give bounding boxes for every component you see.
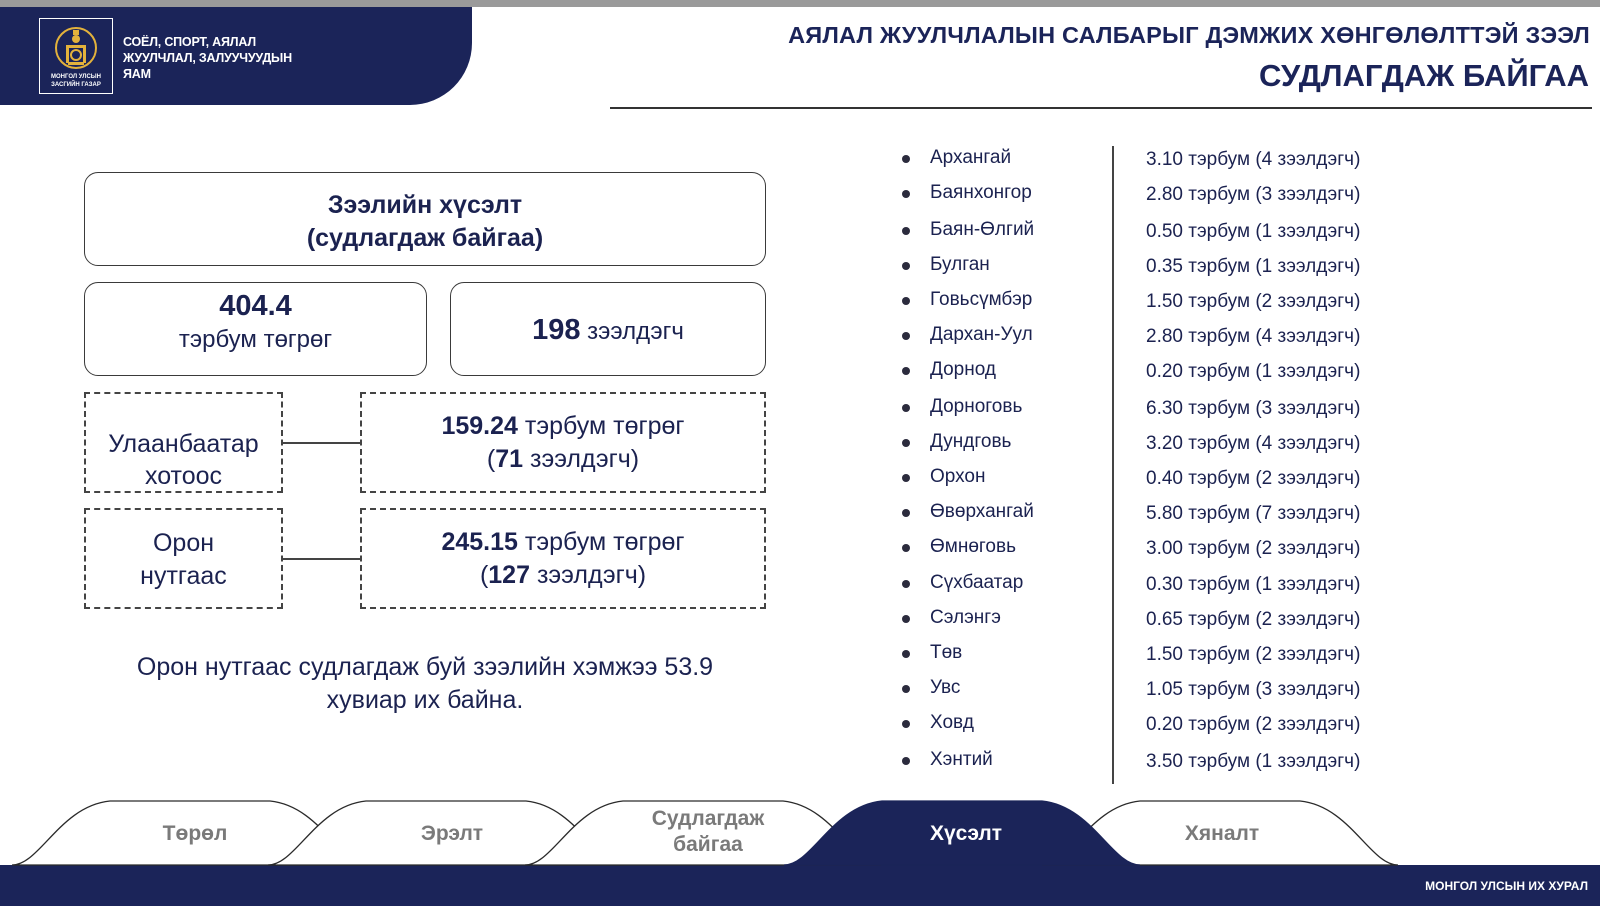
province-row	[896, 216, 1496, 246]
ministry-name: СОЁЛ, СПОРТ, АЯЛАЛ ЖУУЛЧЛАЛ, ЗАЛУУЧУУДЫН ЯАМ	[123, 35, 292, 81]
province-value: 0.30 тэрбум (1 зээлдэгч)	[1146, 574, 1361, 595]
province-value: 0.20 тэрбум (2 зээлдэгч)	[1146, 714, 1361, 735]
loan-request-box	[84, 172, 766, 266]
province-name: Сүхбаатар	[930, 572, 1024, 593]
bullet-icon	[902, 227, 910, 235]
rural-borrowers: 127	[488, 561, 530, 589]
tab-monitoring[interactable]: Хяналт	[1184, 822, 1260, 845]
total-amount-value: 404.4	[219, 290, 292, 322]
province-row	[896, 674, 1496, 704]
province-name: Увс	[930, 677, 961, 698]
bullet-icon	[902, 474, 910, 482]
page-title-line1: АЯЛАЛ ЖУУЛЧЛАЛЫН САЛБАРЫГ ДЭМЖИХ ХӨНГӨЛӨЛТТЭЙ ЗЭЭЛ	[788, 22, 1590, 48]
province-row	[896, 393, 1496, 423]
province-value: 0.20 тэрбум (1 зээлдэгч)	[1146, 361, 1361, 382]
province-name: Өвөрхангай	[930, 501, 1034, 522]
province-row	[896, 286, 1496, 316]
ulaanbaatar-amount-unit: тэрбум төгрөг	[524, 412, 685, 440]
province-value: 3.10 тэрбум (4 зээлдэгч)	[1146, 149, 1361, 170]
bullet-icon	[902, 720, 910, 728]
province-name: Булган	[930, 254, 990, 275]
province-row	[896, 709, 1496, 739]
province-value: 2.80 тэрбум (3 зээлдэгч)	[1146, 184, 1361, 205]
bullet-icon	[902, 544, 910, 552]
bullet-icon	[902, 367, 910, 375]
rural-connector	[283, 558, 360, 560]
province-name: Хэнтий	[930, 749, 993, 770]
bullet-icon	[902, 685, 910, 693]
rural-value-box	[360, 508, 766, 609]
province-name: Орхон	[930, 466, 986, 487]
province-value: 0.50 тэрбум (1 зээлдэгч)	[1146, 221, 1361, 242]
bullet-icon	[902, 332, 910, 340]
rural-label-line1: Орон	[152, 529, 215, 557]
province-value: 5.80 тэрбум (7 зээлдэгч)	[1146, 503, 1361, 524]
province-name: Говьсүмбэр	[930, 289, 1033, 310]
rural-label-line2: нутгаас	[140, 562, 227, 590]
province-name: Дорноговь	[930, 396, 1023, 417]
province-name: Баян-Өлгий	[930, 219, 1035, 240]
province-row	[896, 746, 1496, 776]
tab-under-review[interactable]: Судлагдаж байгаа	[651, 807, 765, 856]
bullet-icon	[902, 615, 910, 623]
bullet-icon	[902, 439, 910, 447]
province-row	[896, 356, 1496, 386]
tab-request[interactable]: Хүсэлт	[929, 822, 1003, 845]
province-row	[896, 144, 1496, 174]
footer-text: МОНГОЛ УЛСЫН ИХ ХУРАЛ	[1425, 879, 1588, 893]
province-value: 3.20 тэрбум (4 зээлдэгч)	[1146, 433, 1361, 454]
page-title-line2: СУДЛАГДАЖ БАЙГАА	[1259, 58, 1589, 93]
government-logo	[39, 18, 113, 94]
bullet-icon	[902, 190, 910, 198]
bullet-icon	[902, 509, 910, 517]
ulaanbaatar-amount: 159.24	[441, 412, 518, 440]
rural-label-box	[84, 508, 283, 609]
ulaanbaatar-borrowers-unit: зээлдэгч)	[529, 445, 640, 473]
logo-caption: МОНГОЛ УЛСЫН ЗАСГИЙН ГАЗАР	[51, 74, 101, 88]
ulaanbaatar-value-box	[360, 392, 766, 493]
province-name: Дархан-Уул	[930, 324, 1033, 345]
province-row	[896, 498, 1496, 528]
province-value: 1.50 тэрбум (2 зээлдэгч)	[1146, 291, 1361, 312]
ulaanbaatar-borrowers: 71	[495, 445, 524, 473]
total-borrowers-box	[450, 282, 766, 376]
ulaanbaatar-borrowers-line	[362, 443, 764, 476]
total-amount-box	[84, 282, 427, 376]
province-row	[896, 463, 1496, 493]
total-borrowers-unit: зээлдэгч	[587, 318, 684, 345]
bullet-icon	[902, 404, 910, 412]
province-row	[896, 428, 1496, 458]
province-value: 1.05 тэрбум (3 зээлдэгч)	[1146, 679, 1361, 700]
ulaanbaatar-label-box	[84, 392, 283, 493]
top-border	[0, 0, 1600, 7]
province-value: 3.00 тэрбум (2 зээлдэгч)	[1146, 538, 1361, 559]
province-value: 3.50 тэрбум (1 зээлдэгч)	[1146, 751, 1361, 772]
province-name: Архангай	[930, 147, 1012, 168]
rural-borrowers-unit: зээлдэгч)	[536, 561, 647, 589]
province-row	[896, 251, 1496, 281]
comparison-note: Орон нутгаас судлагдаж буй зээлийн хэмжээ 53.9 хувиар их байна.	[136, 653, 714, 714]
bullet-icon	[902, 297, 910, 305]
title-divider	[610, 107, 1592, 109]
province-value: 6.30 тэрбум (3 зээлдэгч)	[1146, 398, 1361, 419]
province-name: Ховд	[930, 712, 974, 733]
province-value: 1.50 тэрбум (2 зээлдэгч)	[1146, 644, 1361, 665]
bullet-icon	[902, 580, 910, 588]
rural-amount-unit: тэрбум төгрөг	[524, 528, 685, 556]
province-value: 0.65 тэрбум (2 зээлдэгч)	[1146, 609, 1361, 630]
rural-borrowers-line	[362, 559, 764, 592]
loan-request-title: Зээлийн хүсэлт	[327, 191, 523, 219]
province-row	[896, 533, 1496, 563]
province-name: Сэлэнгэ	[930, 607, 1001, 628]
footer-bar	[0, 865, 1600, 906]
ulaanbaatar-label-line2: хотоос	[144, 462, 223, 490]
rural-amount: 245.15	[441, 528, 518, 556]
province-value: 2.80 тэрбум (4 зээлдэгч)	[1146, 326, 1361, 347]
bullet-icon	[902, 262, 910, 270]
ulaanbaatar-label-line1: Улаанбаатар	[108, 430, 259, 458]
province-row	[896, 604, 1496, 634]
province-row	[896, 569, 1496, 599]
ulaanbaatar-connector	[283, 442, 360, 444]
province-value: 0.35 тэрбум (1 зээлдэгч)	[1146, 256, 1361, 277]
province-row	[896, 179, 1496, 209]
total-amount-unit: тэрбум төгрөг	[178, 326, 333, 353]
loan-request-subtitle: (судлагдаж байгаа)	[306, 224, 544, 252]
ulaanbaatar-open-paren: (	[486, 445, 496, 473]
province-name: Төв	[930, 642, 963, 663]
province-name: Өмнөговь	[930, 536, 1016, 557]
province-name: Дорнод	[930, 359, 996, 380]
province-value: 0.40 тэрбум (2 зээлдэгч)	[1146, 468, 1361, 489]
rural-amount-line	[362, 526, 764, 559]
bullet-icon	[902, 757, 910, 765]
tab-demand[interactable]: Эрэлт	[420, 822, 484, 845]
bullet-icon	[902, 650, 910, 658]
total-borrowers-value: 198	[532, 314, 581, 346]
province-name: Баянхонгор	[930, 182, 1032, 203]
province-name: Дундговь	[930, 431, 1012, 452]
soyombo-emblem-icon	[54, 26, 98, 72]
rural-open-paren: (	[479, 561, 489, 589]
bullet-icon	[902, 155, 910, 163]
province-row	[896, 639, 1496, 669]
ulaanbaatar-amount-line	[362, 410, 764, 443]
header-banner	[0, 7, 472, 105]
tab-type[interactable]: Төрөл	[162, 822, 228, 845]
province-row	[896, 321, 1496, 351]
